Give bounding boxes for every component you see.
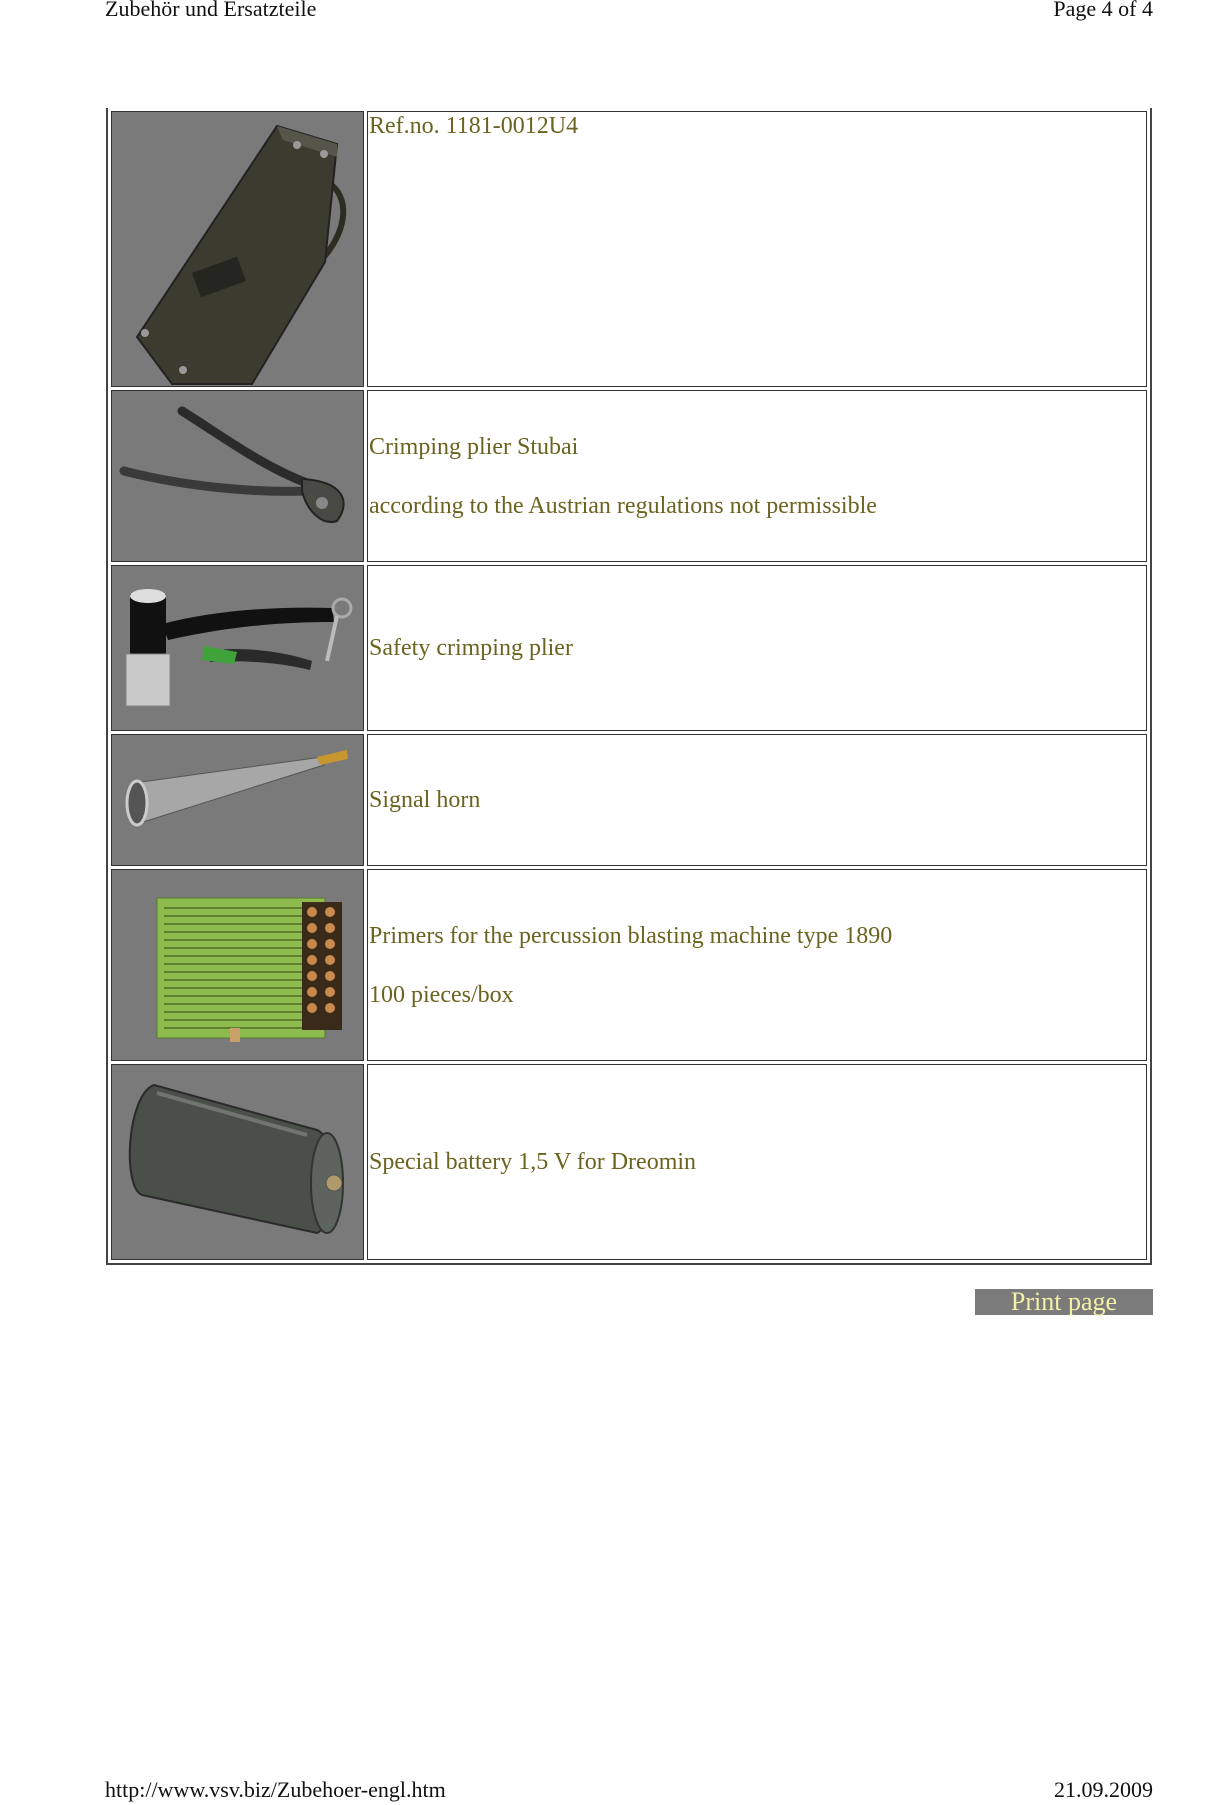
table-row xyxy=(111,1064,1147,1260)
table-row xyxy=(111,111,1147,387)
product-image-holder xyxy=(111,111,364,387)
description-line: Crimping plier Stubai xyxy=(369,433,579,460)
product-image-safety-plier xyxy=(111,565,364,731)
description-line: Ref.no. 1181-0012U4 xyxy=(369,113,579,139)
description-line: Safety crimping plier xyxy=(369,635,573,661)
product-image-primers xyxy=(111,869,364,1061)
product-description xyxy=(367,869,1147,1061)
page-url: http://www.vsv.biz/Zubehoer-engl.htm xyxy=(105,1777,446,1802)
description-line: Special battery 1,5 V for Dreomin xyxy=(369,1149,697,1175)
safety-plier-photo xyxy=(112,566,363,730)
product-image-battery xyxy=(111,1064,364,1260)
crimping-plier-photo xyxy=(112,391,363,561)
table-row xyxy=(111,565,1147,731)
product-image-signal-horn xyxy=(111,734,364,866)
page-header-title: Zubehör und Ersatzteile xyxy=(105,0,317,21)
product-description xyxy=(367,390,1147,562)
print-page-button[interactable]: Print page xyxy=(975,1289,1153,1315)
product-description xyxy=(367,565,1147,731)
table-row xyxy=(111,390,1147,562)
page-number: Page 4 of 4 xyxy=(1053,0,1153,21)
product-description xyxy=(367,1064,1147,1260)
description-line: according to the Austrian regulations not permissible xyxy=(369,492,877,519)
product-description xyxy=(367,111,1147,387)
description-line: Signal horn xyxy=(369,787,481,813)
description-line: 100 pieces/box xyxy=(369,981,514,1008)
product-image-crimping-plier xyxy=(111,390,364,562)
table-row xyxy=(111,869,1147,1061)
holder-photo xyxy=(112,112,363,386)
accessories-table xyxy=(106,108,1152,1265)
table-row xyxy=(111,734,1147,866)
product-description xyxy=(367,734,1147,866)
page-date: 21.09.2009 xyxy=(1054,1777,1153,1802)
primers-box-photo xyxy=(112,870,363,1060)
signal-horn-photo xyxy=(112,735,363,865)
battery-photo xyxy=(112,1065,363,1259)
description-line: Primers for the percussion blasting machine type 1890 xyxy=(369,922,893,949)
